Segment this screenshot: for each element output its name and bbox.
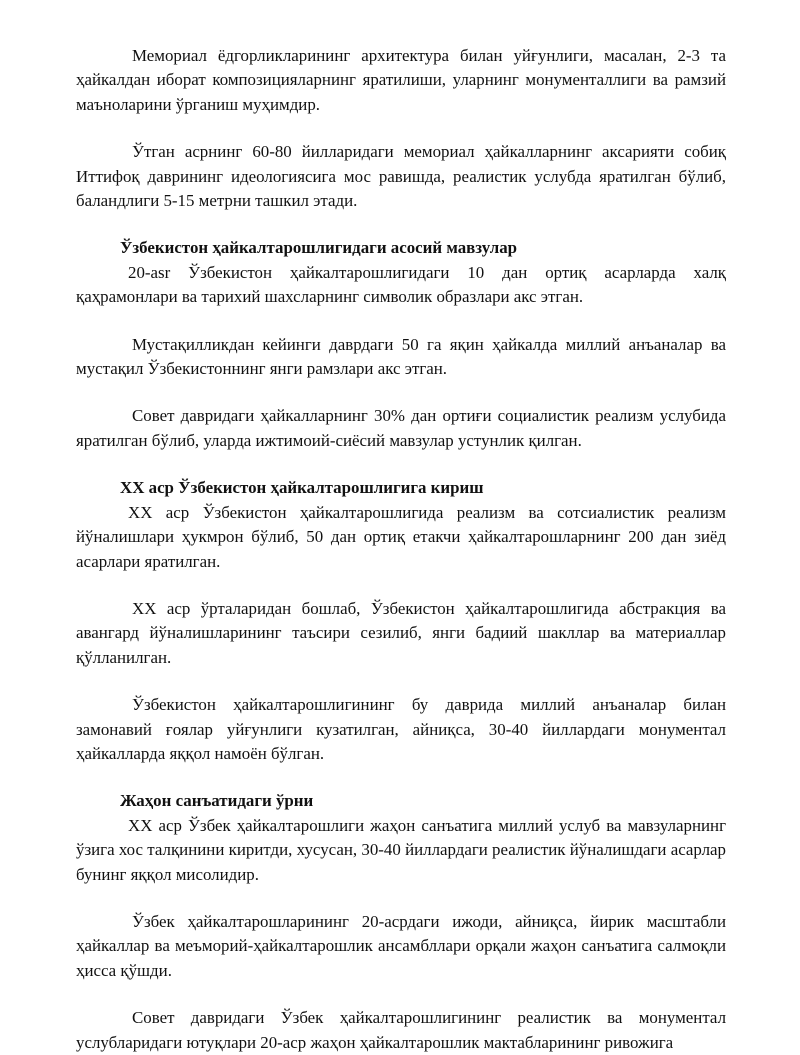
section-heading: Жаҳон санъатидаги ўрни xyxy=(120,791,314,811)
section-heading: XX аср Ўзбекистон ҳайкалтарошлигига кириш xyxy=(120,478,484,498)
paragraph: Ўзбекистон ҳайкалтарошлигининг бу даврида миллий анъаналар билан замонавий ғоялар уйғунлиги кузатилган, айниқса, 30-40 йиллардаги монументал ҳайкалларда яққол намоён бўлган. xyxy=(76,695,726,763)
paragraph: Мустақилликдан кейинги даврдаги 50 га яқин ҳайкалда миллий анъаналар ва мустақил Ўзбекистоннинг янги рамзлари акс этган. xyxy=(76,334,726,379)
paragraph: Совет давридаги Ўзбек ҳайкалтарошлигининг реалистик ва монументал услубларидаги ютуқлари 20-аср жаҳон ҳайкалтарошлик мактабларининг ривожига xyxy=(76,1008,726,1052)
paragraph: Ўтган асрнинг 60-80 йилларидаги мемориал ҳайкалларнинг аксарияти собиқ Иттифоқ даврининг идеологиясига мос равишда, реалистик услубда яратилган бўлиб, баландлиги 5-15 метрни ташкил этади. xyxy=(76,142,726,211)
section-heading: Ўзбекистон ҳайкалтарошлигидаги асосий мавзулар xyxy=(120,238,518,258)
paragraph: 20-asr Ўзбекистон ҳайкалтарошлигидаги 10 дан ортиқ асарларда халқ қаҳрамонлари ва тарихий шахсларнинг символик образлари акс этган. xyxy=(76,262,726,307)
paragraph: XX аср ўрталаридан бошлаб, Ўзбекистон ҳайкалтарошлигида абстракция ва авангард йўналишларининг таъсири сезилиб, янги бадиий шакллар ва материаллар қўлланилган. xyxy=(76,598,726,667)
paragraph: Совет давридаги ҳайкалларнинг 30% дан ортиғи социалистик реализм услубида яратилган бўлиб, уларда ижтимоий-сиёсий мавзулар устунлик қилган. xyxy=(76,406,726,450)
paragraph: Мемориал ёдгорликларининг архитектура билан уйғунлиги, масалан, 2-3 та ҳайкалдан иборат композицияларнинг яратилиши, уларнинг монументаллиги ва рамзий маъноларини ўрганиш муҳимдир. xyxy=(76,46,726,114)
paragraph: Ўзбек ҳайкалтарошларининг 20-асрдаги ижоди, айниқса, йирик масштабли ҳайкаллар ва меъморий-ҳайкалтарошлик ансамбллари орқали жаҳон санъатига салмоқли ҳисса қўшди. xyxy=(76,911,726,980)
document-page xyxy=(76,44,726,1055)
paragraph: XX аср Ўзбек ҳайкалтарошлиги жаҳон санъатига миллий услуб ва мавзуларнинг ўзига хос талқинини киритди, хусусан, 30-40 йиллардаги реалистик йўналишдаги асарлар бунинг яққол мисолидир. xyxy=(76,815,726,884)
paragraph: XX аср Ўзбекистон ҳайкалтарошлигида реализм ва сотсиалистик реализм йўналишлари ҳукмрон бўлиб, 50 дан ортиқ етакчи ҳайкалтарошларнинг 200 дан зиёд асарлари яратилган. xyxy=(76,502,726,571)
